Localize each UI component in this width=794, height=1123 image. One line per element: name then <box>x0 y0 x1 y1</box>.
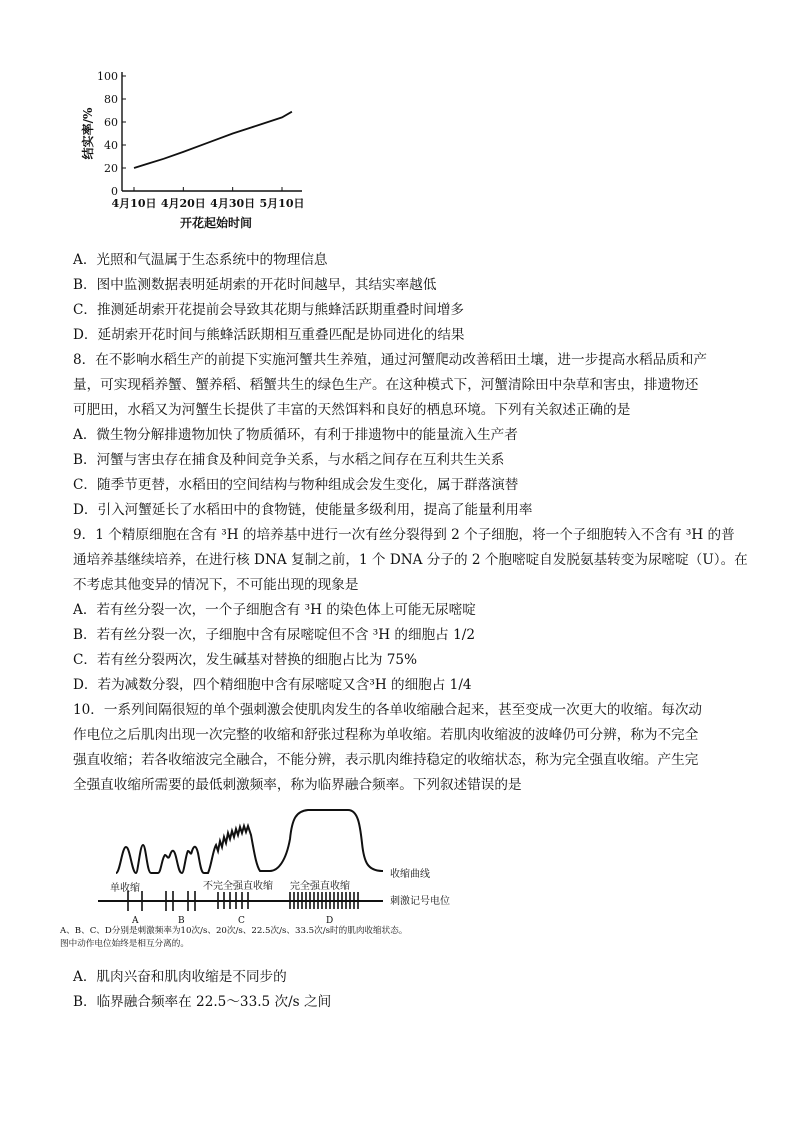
y-tick-label: 100 <box>97 70 118 83</box>
label-complete-tetanus: 完全强直收缩 <box>290 881 350 892</box>
q9-option-c: C．若有丝分裂两次，发生碱基对替换的细胞占比为 75% <box>73 652 417 668</box>
fruit-set-series-line <box>134 112 292 168</box>
q10-option-a: A．肌肉兴奋和肌肉收缩是不同步的 <box>73 969 287 985</box>
contraction-curve <box>116 810 383 873</box>
figure-caption-2: 图中动作电位始终是相互分离的。 <box>60 939 189 949</box>
figure-caption-1: A、B、C、D分别是刺激频率为10次/s、20次/s、22.5次/s、33.5次/s时的肌肉收缩状态。 <box>60 926 408 936</box>
y-tick-label: 80 <box>104 93 118 106</box>
q8-option-d: D．引入河蟹延长了水稻田中的食物链，使能量多级利用，提高了能量利用率 <box>73 502 533 518</box>
q9-stem-line: 9．1 个精原细胞在含有 ³H 的培养基中进行一次有丝分裂得到 2 个子细胞，将一个子细胞转入不含有 ³H 的普 <box>73 527 735 543</box>
muscle-figure-svg <box>58 805 528 955</box>
q7-option-b: B．图中监测数据表明延胡索的开花时间越早，其结实率越低 <box>73 277 437 293</box>
label-stimulus-potential: 刺激记号电位 <box>390 896 450 907</box>
q8-stem-line: 量，可实现稻养蟹、蟹养稻、稻蟹共生的绿色生产。在这种模式下，河蟹清除田中杂草和害虫，排遗物还 <box>73 377 699 393</box>
x-tick-label: 5月10日 <box>259 197 305 210</box>
q9-option-a: A．若有丝分裂一次，一个子细胞含有 ³H 的染色体上可能无尿嘧啶 <box>73 602 476 618</box>
y-tick-label: 0 <box>111 185 118 198</box>
q8-option-a: A．微生物分解排遗物加快了物质循环，有利于排遗物中的能量流入生产者 <box>73 427 518 443</box>
q9-option-b: B．若有丝分裂一次，子细胞中含有尿嘧啶但不含 ³H 的细胞占 1/2 <box>73 627 475 643</box>
q8-stem-line: 8．在不影响水稻生产的前提下实施河蟹共生养殖，通过河蟹爬动改善稻田土壤，进一步提高水稻品质和产 <box>73 352 707 368</box>
x-tick-label: 4月30日 <box>210 197 256 210</box>
label-single-twitch: 单收缩 <box>110 883 140 894</box>
q7-option-a: A．光照和气温属于生态系统中的物理信息 <box>73 252 328 268</box>
q8-stem-line: 可肥田，水稻又为河蟹生长提供了丰富的天然饵料和良好的栖息环境。下列有关叙述正确的是 <box>73 402 631 418</box>
q10-stem-line: 作电位之后肌肉出现一次完整的收缩和舒张过程称为单收缩。若肌肉收缩波的波峰仍可分辨，称为不完全 <box>73 727 699 743</box>
q10-stem-line: 强直收缩；若各收缩波完全融合，不能分辨，表示肌肉维持稳定的收缩状态，称为完全强直收缩。产生完 <box>73 752 699 768</box>
muscle-contraction-figure <box>58 805 528 955</box>
q9-option-d: D．若为减数分裂，四个精细胞中含有尿嘧啶又含³H 的细胞占 1/4 <box>73 677 472 693</box>
label-incomplete-tetanus: 不完全强直收缩 <box>203 881 273 892</box>
y-tick-label: 40 <box>104 139 118 152</box>
q7-option-d: D．延胡索开花时间与熊蜂活跃期相互重叠匹配是协同进化的结果 <box>73 327 465 343</box>
fruit-set-chart <box>70 60 320 240</box>
x-tick-label: 4月10日 <box>111 197 157 210</box>
q9-stem-line: 通培养基继续培养，在进行核 DNA 复制之前，1 个 DNA 分子的 2 个胞嘧啶自发脱氨基转变为尿嘧啶（U）。在 <box>73 552 748 568</box>
x-axis-label: 开花起始时间 <box>179 216 253 230</box>
letter-c: C <box>238 916 245 926</box>
letter-b: B <box>178 916 185 926</box>
letter-d: D <box>326 916 334 926</box>
letter-a: A <box>132 916 139 926</box>
q10-stem-line: 10．一系列间隔很短的单个强刺激会使肌肉发生的各单收缩融合起来，甚至变成一次更大的收缩。每次动 <box>73 702 703 718</box>
q9-stem-line: 不考虑其他变异的情况下，不可能出现的现象是 <box>73 577 359 593</box>
x-tick-label: 4月20日 <box>160 197 206 210</box>
y-tick-label: 60 <box>104 116 118 129</box>
q8-option-b: B．河蟹与害虫存在捕食及种间竞争关系，与水稻之间存在互利共生关系 <box>73 452 505 468</box>
q10-stem-line: 全强直收缩所需要的最低刺激频率，称为临界融合频率。下列叙述错误的是 <box>73 777 522 793</box>
q10-option-b: B．临界融合频率在 22.5～33.5 次/s 之间 <box>73 994 332 1010</box>
y-axis-label: 结实率/% <box>81 107 95 160</box>
y-tick-label: 20 <box>104 162 118 175</box>
q8-option-c: C．随季节更替，水稻田的空间结构与物种组成会发生变化，属于群落演替 <box>73 477 519 493</box>
chart-svg <box>70 60 320 240</box>
q7-option-c: C．推测延胡索开花提前会导致其花期与熊蜂活跃期重叠时间增多 <box>73 302 465 318</box>
label-contraction-curve: 收缩曲线 <box>390 869 430 880</box>
